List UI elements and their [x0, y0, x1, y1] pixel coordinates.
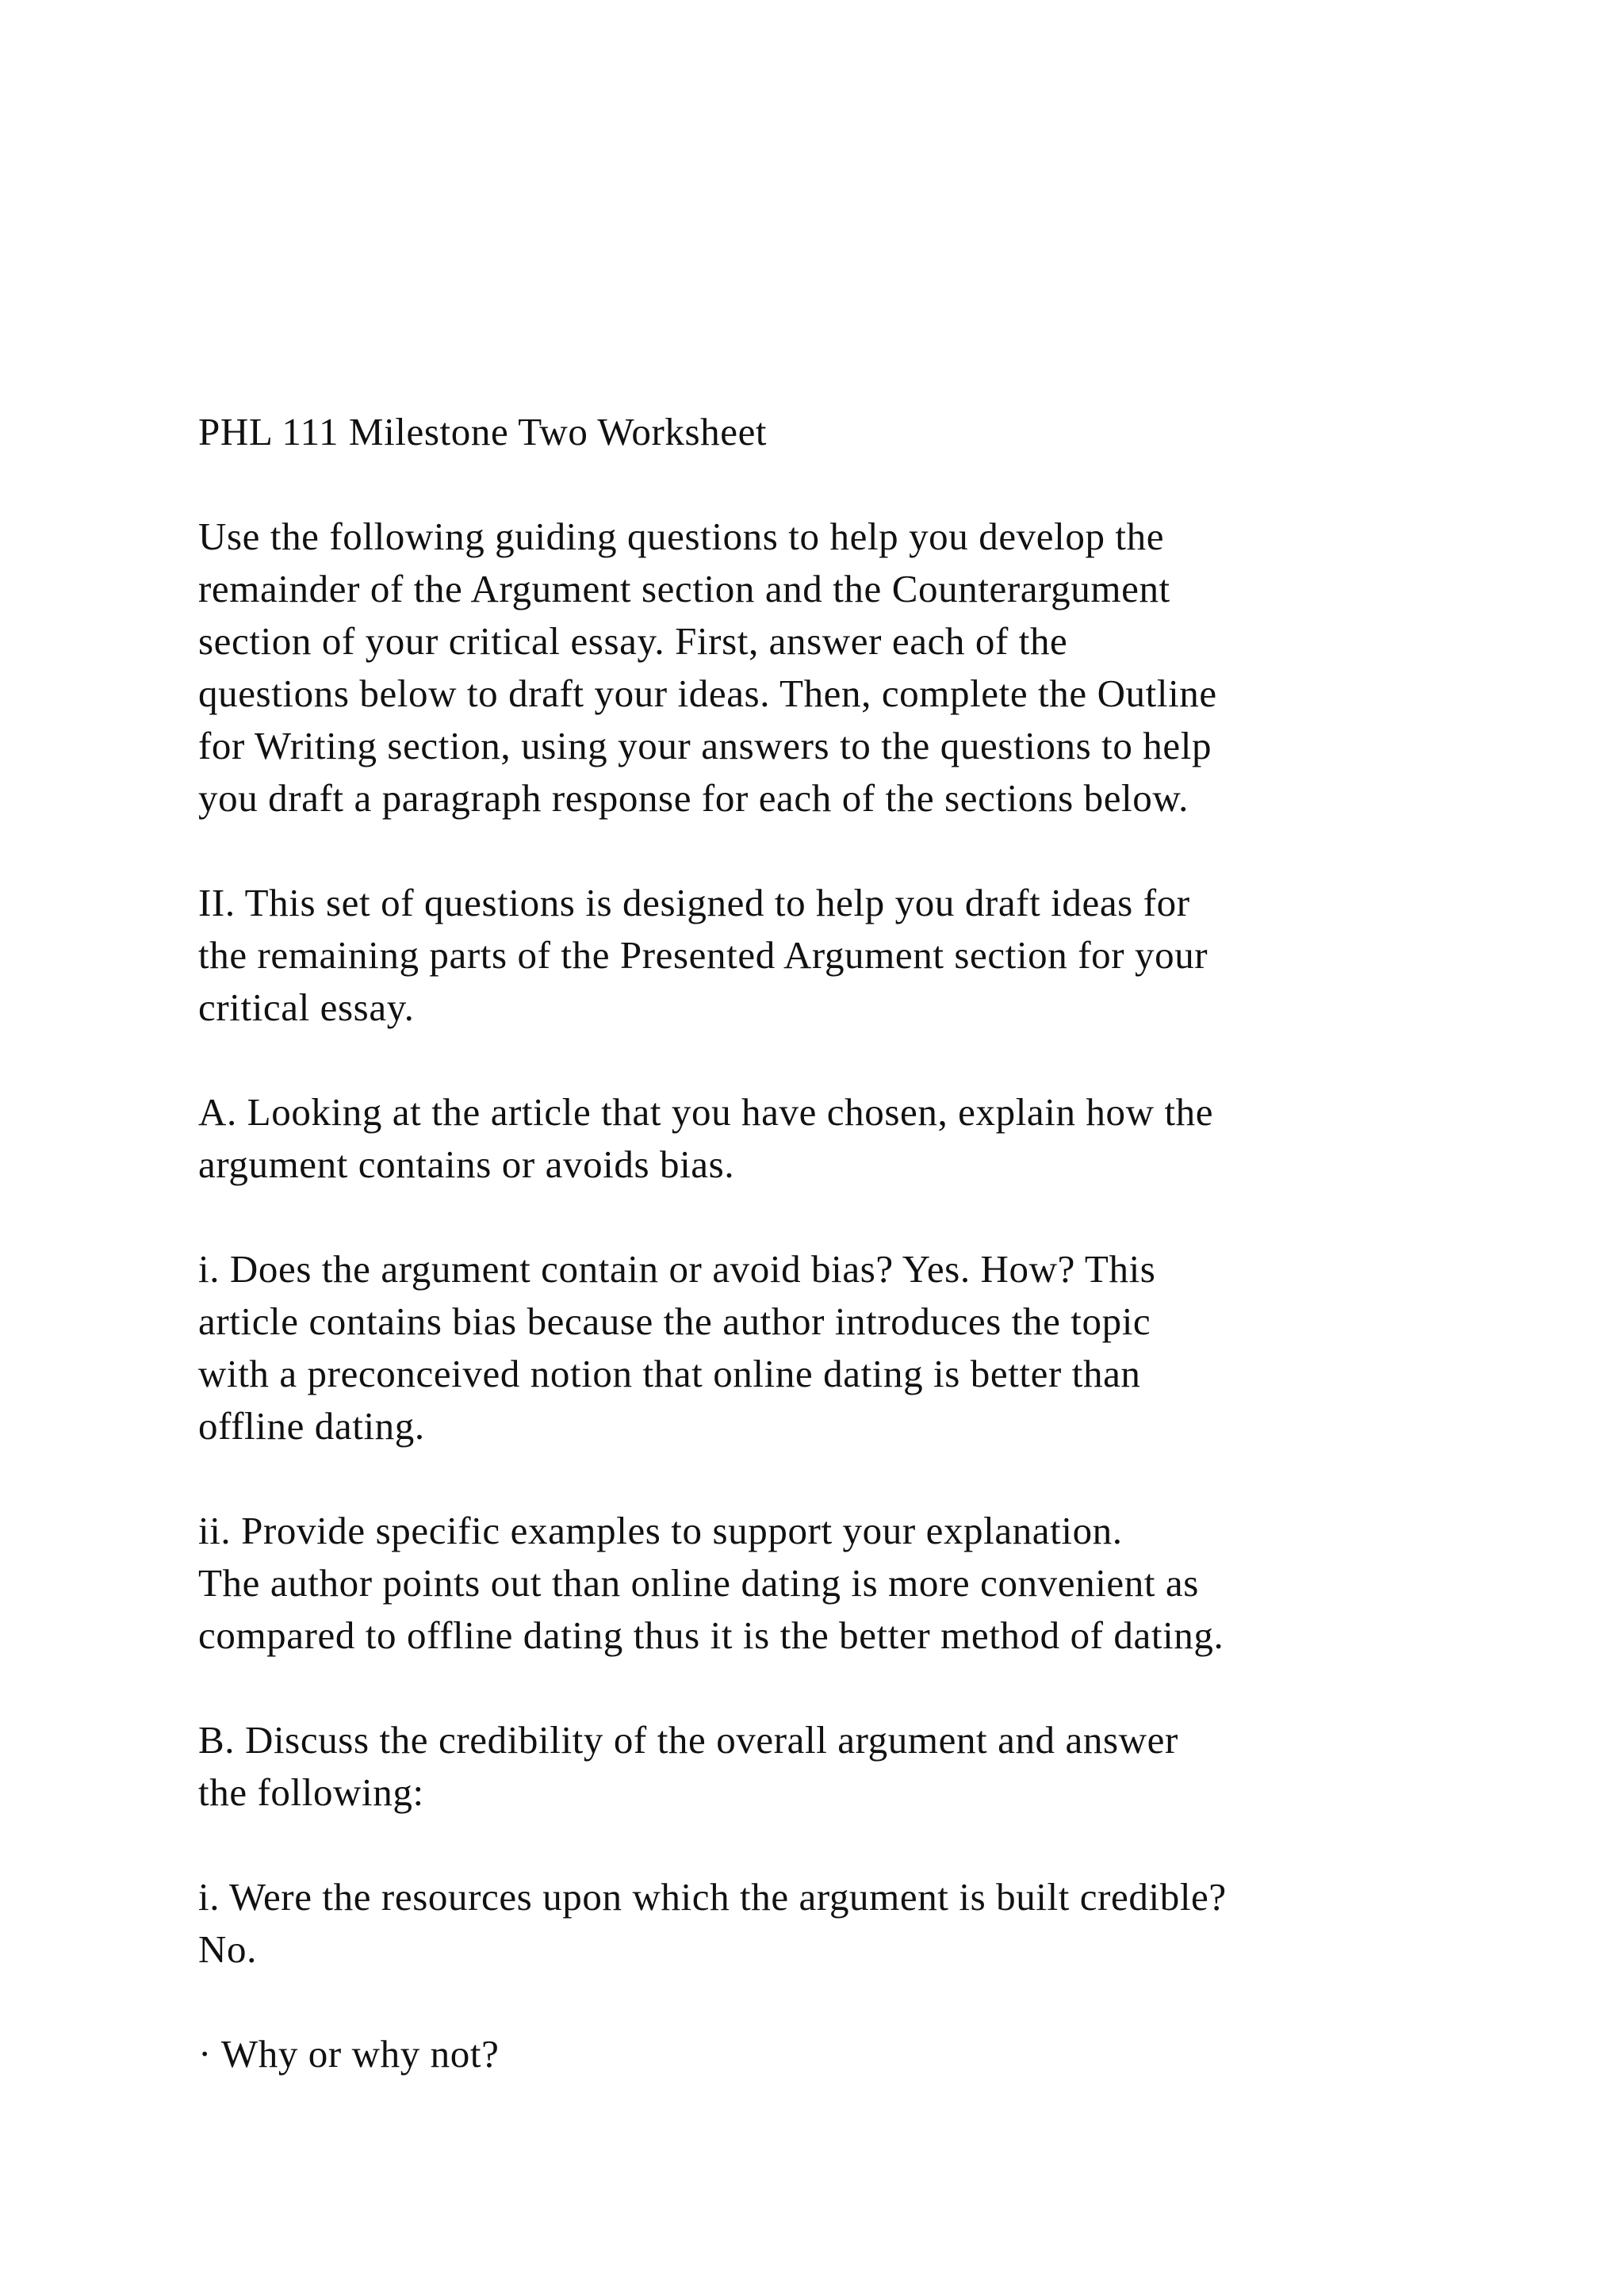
- text-line: The author points out than online dating is more convenient as: [198, 1561, 1199, 1605]
- text-line: the following:: [198, 1770, 424, 1814]
- question-b-paragraph: [198, 1714, 1546, 1819]
- text-line: remainder of the Argument section and the Counterargument: [198, 567, 1170, 610]
- text-line: argument contains or avoids bias.: [198, 1142, 735, 1186]
- document-body: [198, 406, 1546, 2133]
- text-line: critical essay.: [198, 985, 415, 1029]
- text-line: for Writing section, using your answers to the questions to help: [198, 724, 1212, 767]
- text-line: II. This set of questions is designed to help you draft ideas for: [198, 881, 1190, 924]
- text-line: you draft a paragraph response for each of the sections below.: [198, 776, 1189, 820]
- text-line: No.: [198, 1927, 257, 1971]
- text-line: A. Looking at the article that you have chosen, explain how the: [198, 1090, 1214, 1134]
- text-line: B. Discuss the credibility of the overall argument and answer: [198, 1718, 1178, 1762]
- question-b-i-paragraph: [198, 1871, 1546, 1976]
- text-line: i. Were the resources upon which the argument is built credible?: [198, 1875, 1227, 1919]
- text-line: i. Does the argument contain or avoid bias? Yes. How? This: [198, 1247, 1156, 1291]
- text-line: ii. Provide specific examples to support your explanation.: [198, 1509, 1123, 1552]
- bullet-why-paragraph: [198, 2028, 1546, 2080]
- text-line: compared to offline dating thus it is the better method of dating.: [198, 1613, 1224, 1657]
- text-line: article contains bias because the author introduces the topic: [198, 1299, 1151, 1343]
- text-line: with a preconceived notion that online dating is better than: [198, 1352, 1141, 1395]
- section-ii-paragraph: [198, 877, 1546, 1034]
- question-a-paragraph: [198, 1086, 1546, 1191]
- intro-paragraph: [198, 511, 1546, 825]
- text-line: section of your critical essay. First, answer each of the: [198, 619, 1068, 663]
- bullet-line: · Why or why not?: [198, 2032, 500, 2076]
- title-line: PHL 111 Milestone Two Worksheet: [198, 410, 768, 453]
- text-line: questions below to draft your ideas. Then, complete the Outline: [198, 672, 1217, 715]
- question-a-ii-paragraph: [198, 1505, 1546, 1662]
- text-line: Use the following guiding questions to help you develop the: [198, 515, 1165, 558]
- document-title: [198, 406, 1546, 458]
- question-a-i-paragraph: [198, 1243, 1546, 1452]
- text-line: offline dating.: [198, 1404, 425, 1448]
- text-line: the remaining parts of the Presented Argument section for your: [198, 933, 1208, 977]
